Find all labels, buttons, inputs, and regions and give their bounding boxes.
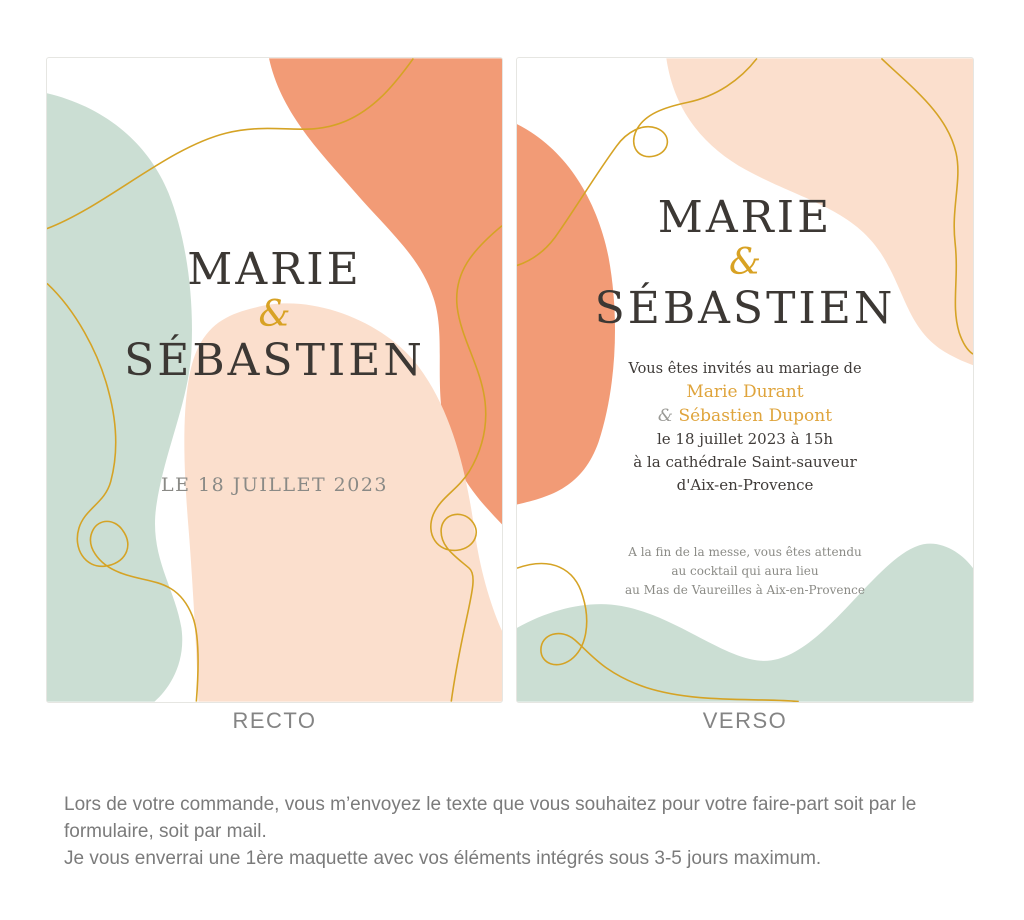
ceremony-date: le 18 juillet 2023 à 15h (656, 430, 834, 448)
groom-ampersand: & (657, 406, 679, 426)
ceremony-venue-line2: d'Aix-en-Provence (676, 476, 814, 494)
verso-card-image[interactable] (516, 57, 974, 703)
order-instructions-line3: Je vous enverrai une 1ère maquette avec vos éléments intégrés sous 3-5 jours maximum. (64, 848, 822, 869)
groom-line (517, 404, 973, 428)
order-instructions (64, 791, 974, 872)
order-instructions-line2: formulaire, soit par mail. (64, 821, 267, 842)
ceremony-venue-line1: à la cathédrale Saint-sauveur (633, 453, 857, 471)
verso-title-line2: SÉBASTIEN (594, 283, 896, 334)
recto-card-image[interactable] (46, 57, 503, 703)
verso-label: VERSO (702, 708, 788, 733)
cocktail-note-line2: au cocktail qui aura lieu (671, 564, 819, 578)
verso-title-line1: MARIE (657, 192, 833, 243)
groom-name: Sébastien Dupont (678, 406, 833, 426)
invite-intro: Vous êtes invités au mariage de (628, 361, 862, 377)
order-instructions-line1: Lors de votre commande, vous m’envoyez le texte que vous souhaitez pour votre faire-part soit par le (64, 794, 917, 815)
verso-ampersand: & (728, 242, 762, 283)
recto-title-line2: SÉBASTIEN (124, 335, 425, 386)
verso-invitation-text (517, 358, 973, 497)
bride-name: Marie Durant (686, 382, 804, 402)
cocktail-note-line3: au Mas de Vaureilles à Aix-en-Provence (624, 583, 866, 597)
cocktail-note (517, 543, 973, 600)
recto-ampersand: & (258, 294, 291, 335)
recto-date: LE 18 JUILLET 2023 (160, 474, 389, 496)
recto-title-line1: MARIE (187, 244, 362, 295)
recto-label: RECTO (232, 708, 317, 733)
cocktail-note-line1: A la fin de la messe, vous êtes attendu (628, 545, 862, 559)
